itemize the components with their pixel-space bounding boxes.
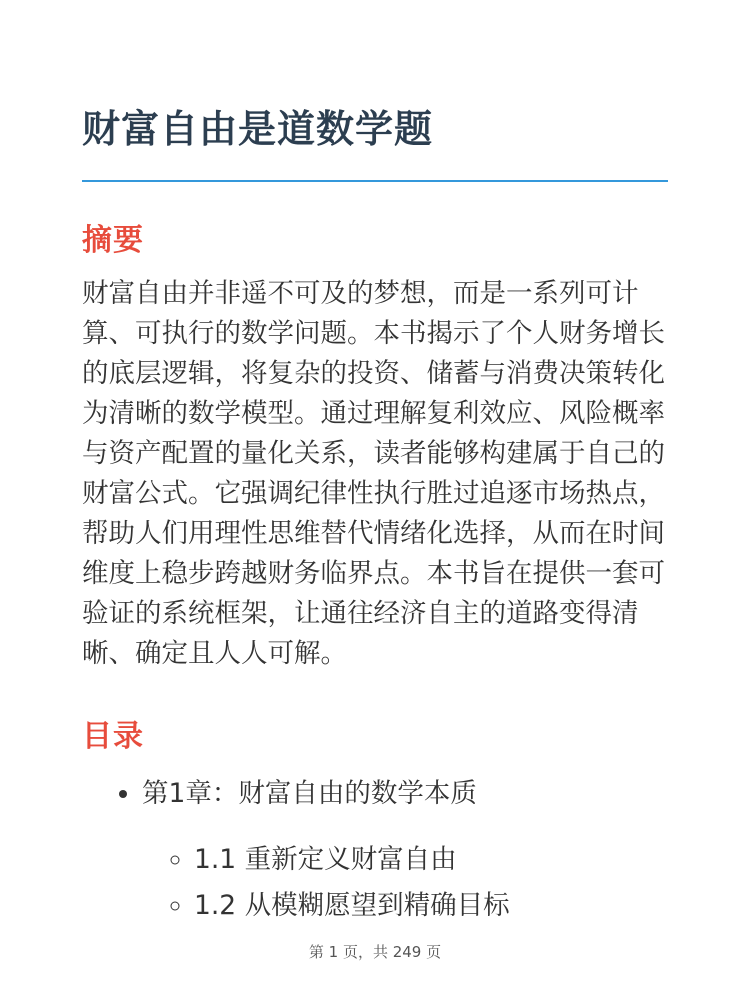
abstract-heading: 摘要 (82, 223, 144, 258)
toc-list (82, 774, 668, 926)
toc-chapter-label: 第1章：财富自由的数学本质 (142, 778, 477, 809)
page-title: 财富自由是道数学题 (82, 0, 668, 182)
toc-section-item: ◦ 1.2 从模糊愿望到精确目标 (194, 886, 668, 926)
toc-chapter-item (142, 774, 668, 926)
toc-heading: 目录 (82, 719, 144, 754)
toc-section-item: ◦ 1.1 重新定义财富自由 (194, 840, 668, 880)
toc-sublist (142, 840, 668, 926)
abstract-paragraph: 财富自由并非遥不可及的梦想，而是一系列可计算、可执行的数学问题。本书揭示了个人财务增长的底层逻辑，将复杂的投资、储蓄与消费决策转化为清晰的数学模型。通过理解复利效应、风险概率与资产配置的量化关系，读者能够构建属于自己的财富公式。它强调纪律性执行胜过追逐市场热点，帮助人们用理性思维替代情绪化选择，从而在时间维度上稳步跨越财务临界点。本书旨在提供一套可验证的系统框架，让通往经济自主的道路变得清晰、确定且人人可解。 (82, 278, 665, 669)
page-number-footer: 第 1 页，共 249 页 (308, 943, 442, 961)
